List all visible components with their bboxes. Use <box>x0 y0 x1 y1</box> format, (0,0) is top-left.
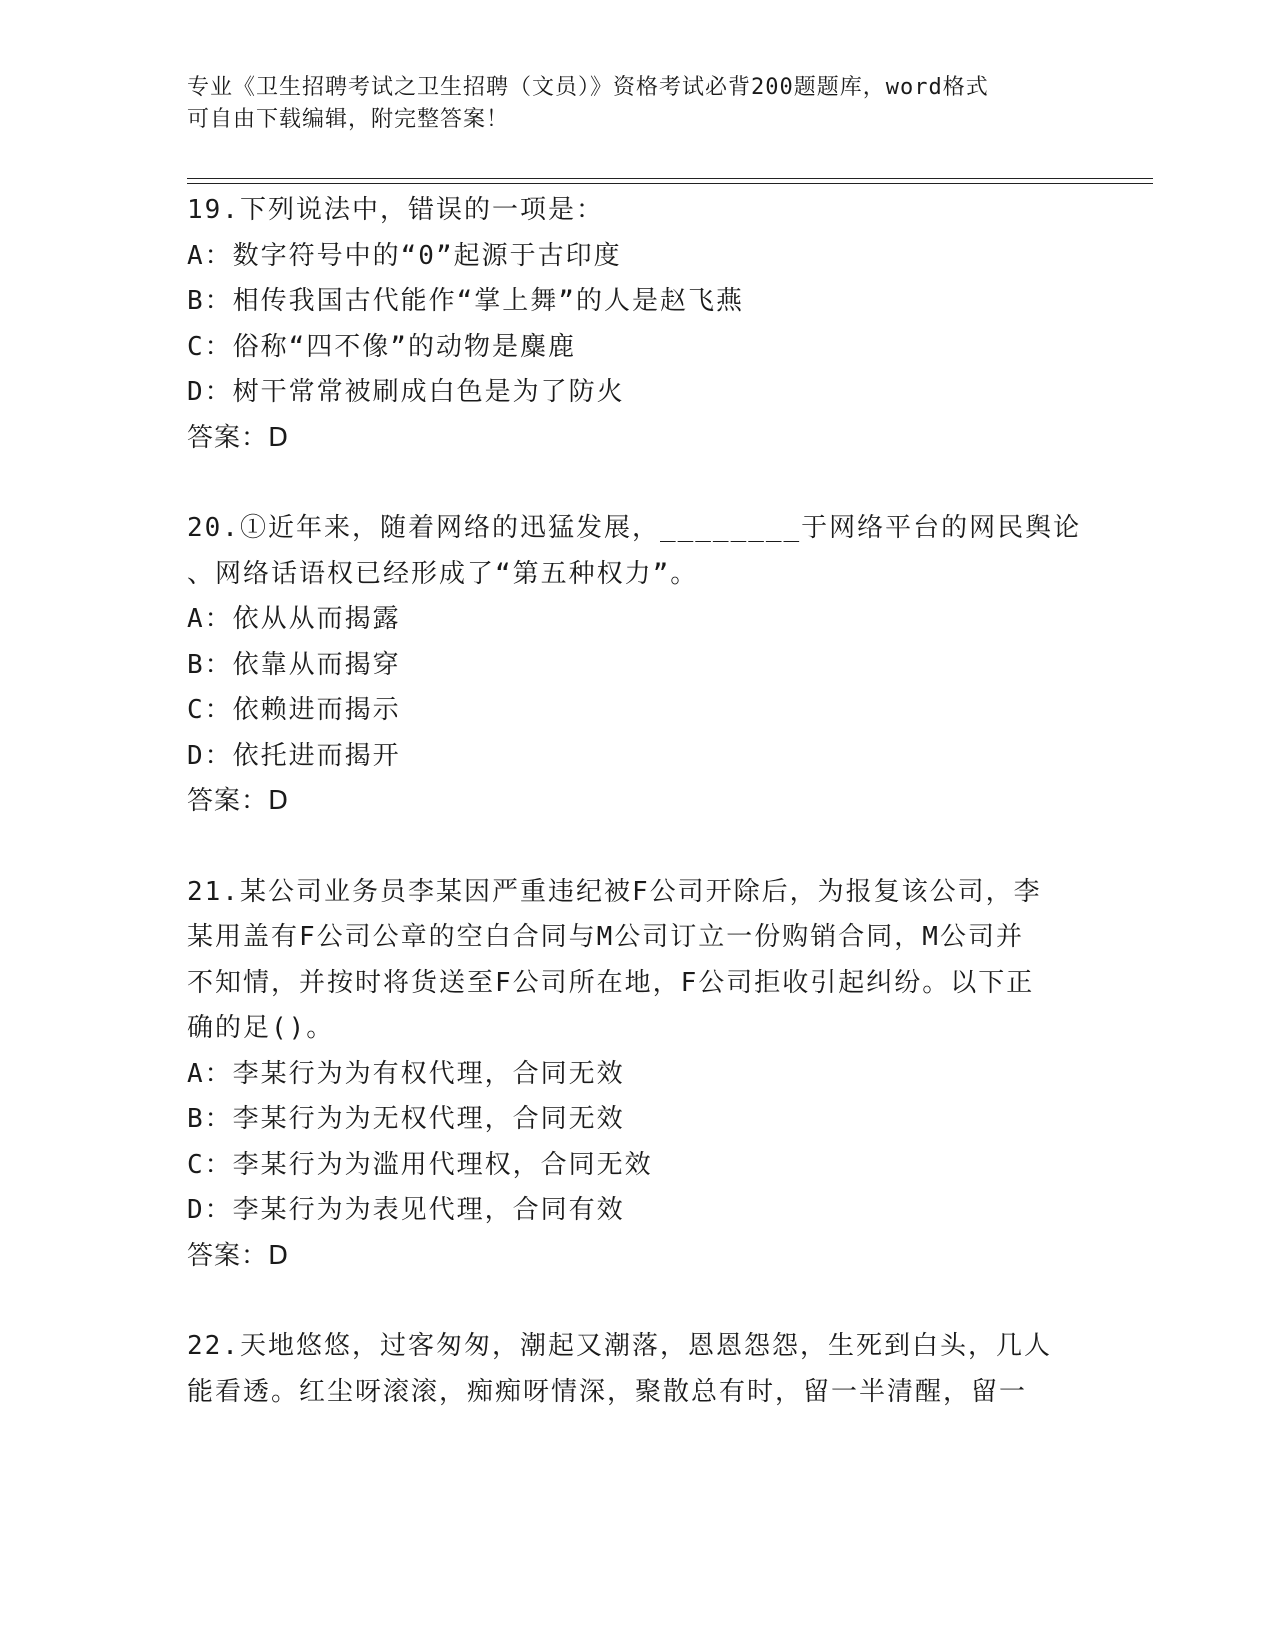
option-c: C：俗称“四不像”的动物是麋鹿 <box>187 331 576 362</box>
header-line-1: 专业《卫生招聘考试之卫生招聘（文员）》资格考试必背200题题库，word格式 <box>187 75 989 100</box>
option-b: B：李某行为为无权代理，合同无效 <box>187 1104 625 1134</box>
option-a: A：数字符号中的“0”起源于古印度 <box>187 240 622 271</box>
question-stem: 不知情，并按时将货送至F公司所在地，F公司拒收引起纠纷。以下正 <box>187 967 1035 998</box>
header-line-2: 可自由下载编辑，附完整答案！ <box>187 107 510 132</box>
question-20 <box>187 506 1087 825</box>
option-a: A：依从从而揭露 <box>187 604 401 634</box>
question-list <box>187 188 1087 1415</box>
header-rule-bottom <box>187 183 1153 184</box>
question-stem: 19.下列说法中，错误的一项是： <box>187 195 604 225</box>
option-d: D：依托进而揭开 <box>187 740 401 771</box>
option-d: D：树干常常被刷成白色是为了防火 <box>187 377 625 407</box>
question-21 <box>187 870 1087 1280</box>
option-c: C：李某行为为滥用代理权，合同无效 <box>187 1149 653 1180</box>
answer: 答案：D <box>187 422 290 453</box>
question-stem: 20.①近年来，随着网络的迅猛发展，________于网络平台的网民舆论 <box>187 513 1082 543</box>
option-c: C：依赖进而揭示 <box>187 695 401 725</box>
question-19 <box>187 188 1087 461</box>
option-b: B：依靠从而揭穿 <box>187 649 401 680</box>
option-a: A：李某行为为有权代理，合同无效 <box>187 1058 625 1089</box>
question-stem: 、网络话语权已经形成了“第五种权力”。 <box>187 558 699 589</box>
option-d: D：李某行为为表见代理，合同有效 <box>187 1195 625 1225</box>
answer: 答案：D <box>187 786 290 816</box>
option-b: B：相传我国古代能作“掌上舞”的人是赵飞燕 <box>187 286 744 316</box>
question-stem: 21.某公司业务员李某因严重违纪被F公司开除后，为报复该公司，李 <box>187 876 1042 907</box>
question-stem: 能看透。红尘呀滚滚，痴痴呀情深，聚散总有时，留一半清醒，留一 <box>187 1376 1028 1407</box>
question-22 <box>187 1324 1087 1415</box>
question-stem: 某用盖有F公司公章的空白合同与M公司订立一份购销合同，M公司并 <box>187 922 1024 952</box>
header-rule-top <box>187 178 1153 179</box>
question-stem: 22.天地悠悠，过客匆匆，潮起又潮落，恩恩怨怨，生死到白头，几人 <box>187 1331 1052 1361</box>
document-header <box>187 72 1087 136</box>
answer: 答案：D <box>187 1240 290 1271</box>
question-stem: 确的足()。 <box>187 1013 335 1043</box>
